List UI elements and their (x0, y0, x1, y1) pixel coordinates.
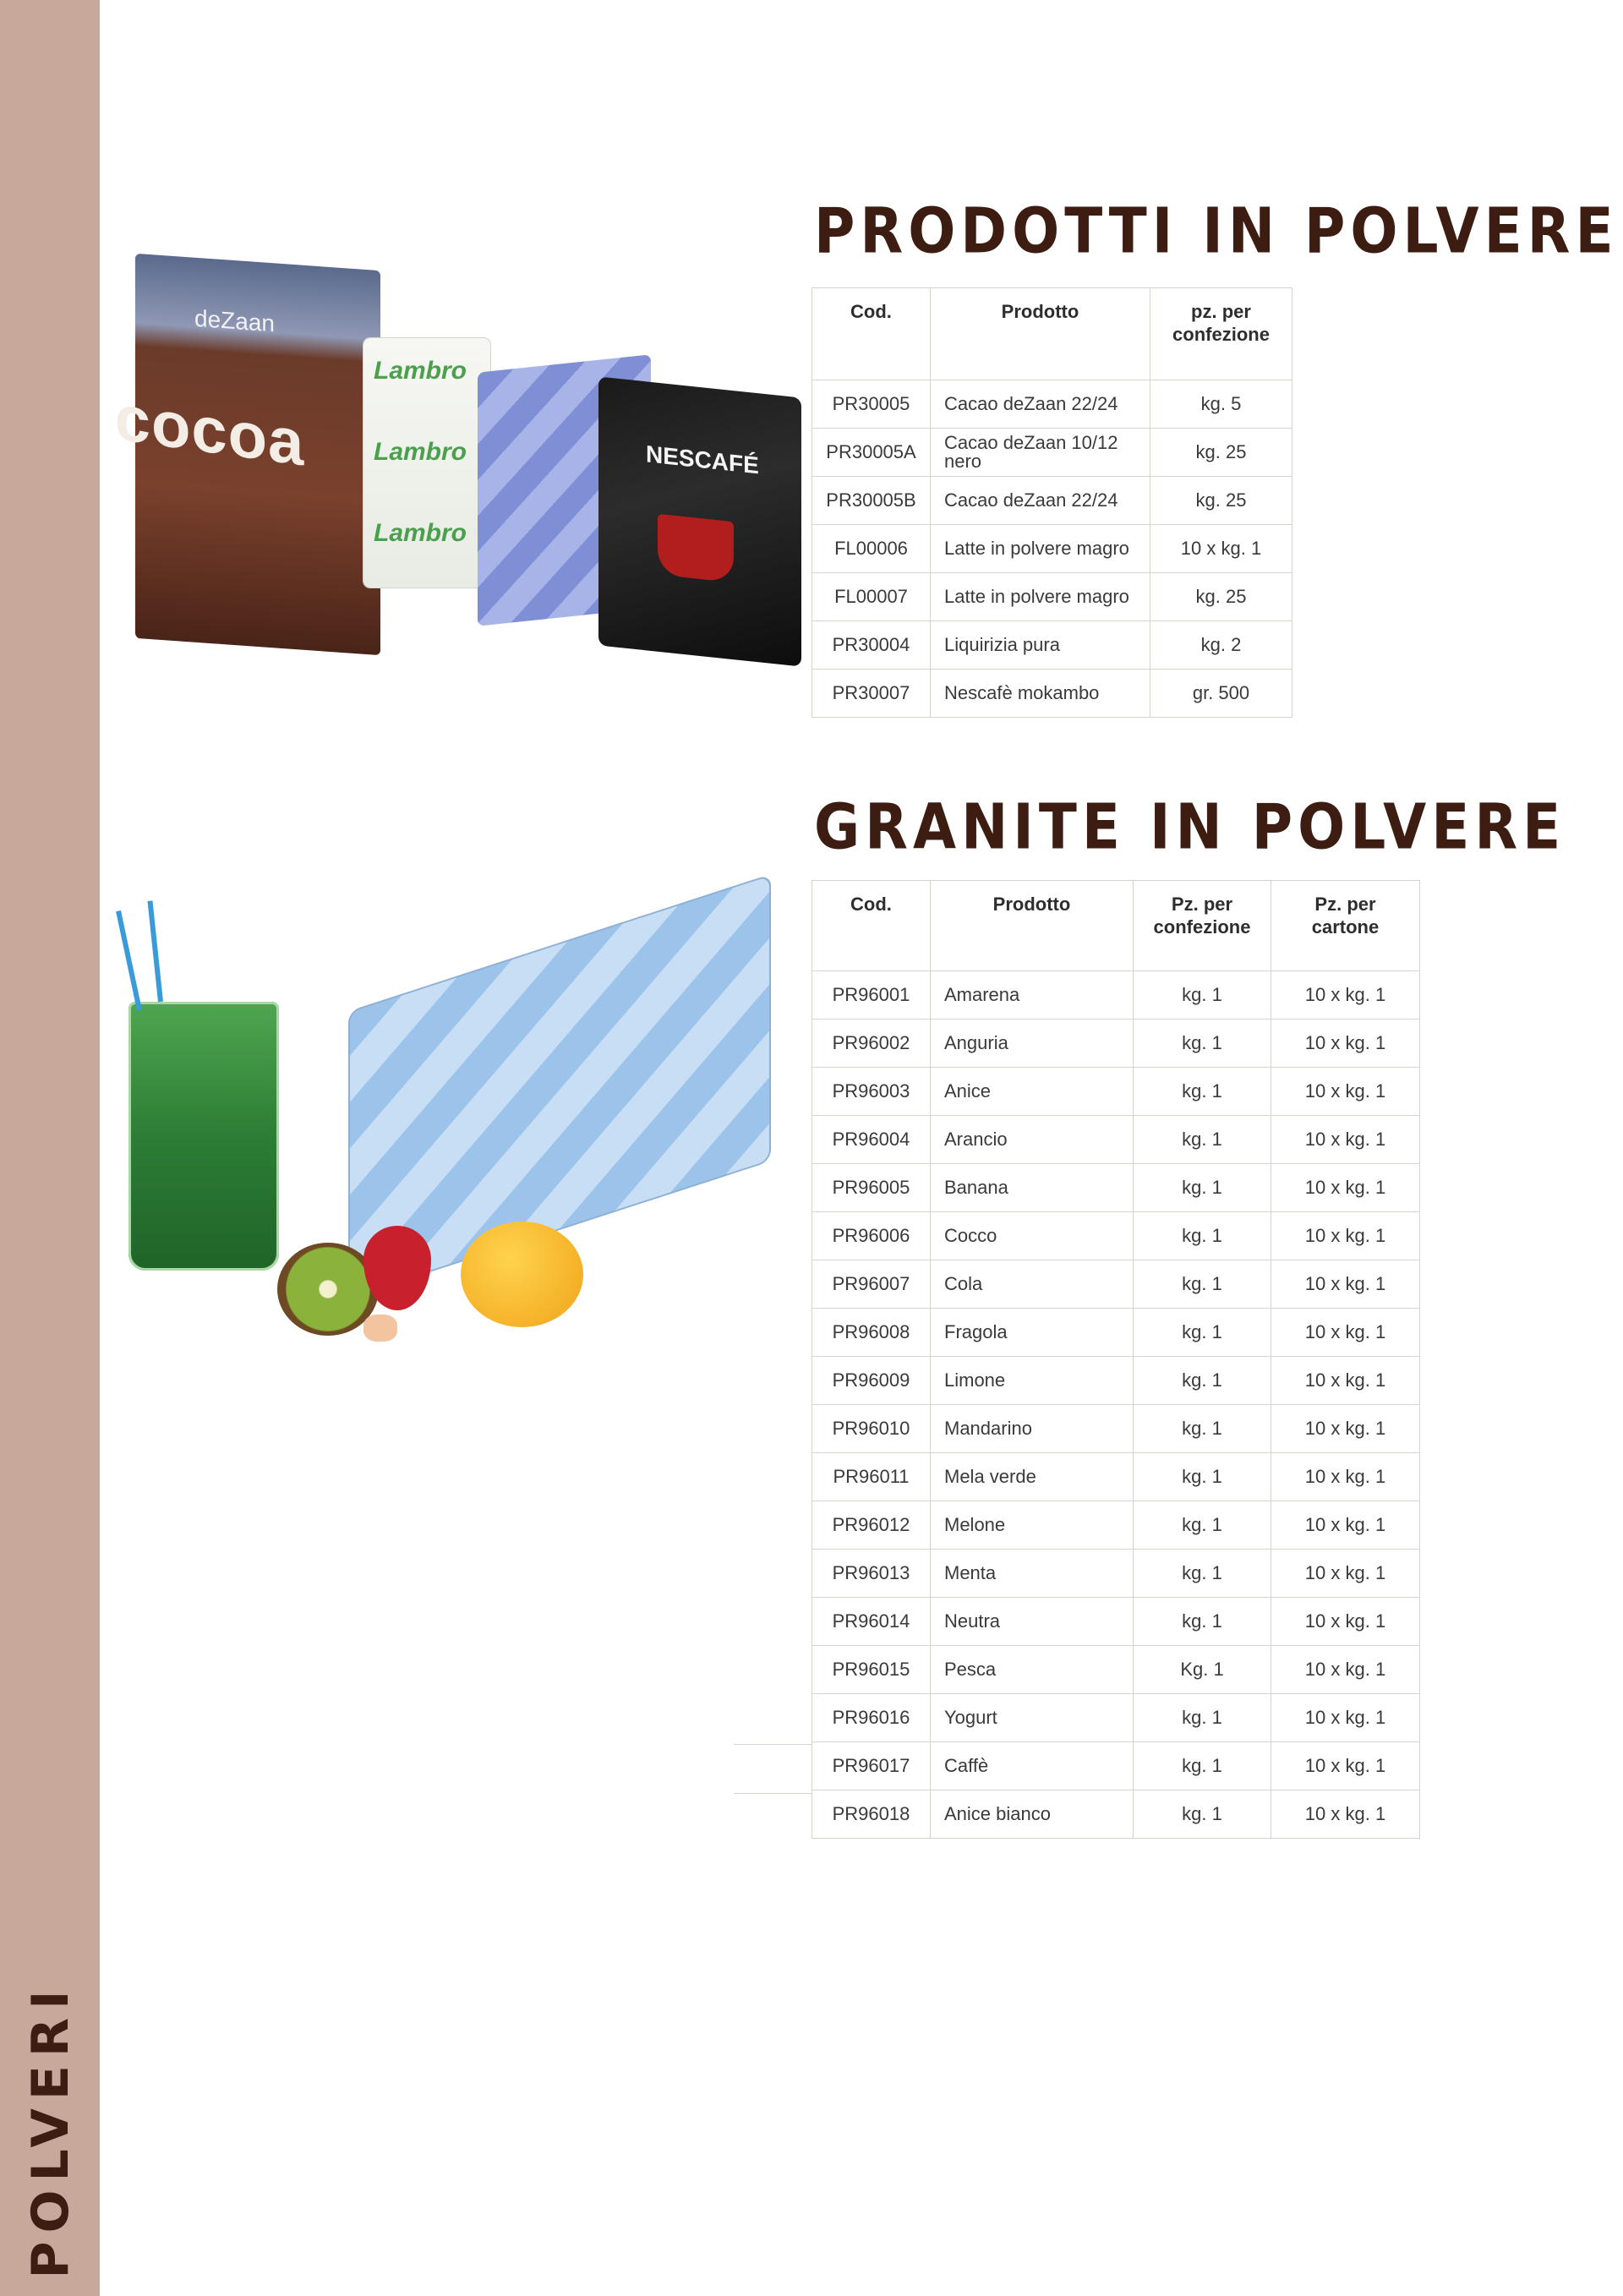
table-row (812, 1164, 1420, 1212)
column-header: Prodotto (931, 881, 1134, 971)
granite-title: GRANITE IN POLVERE (814, 790, 1566, 864)
product-name: Amarena (931, 971, 1134, 1020)
product-name: Mela verde (931, 1453, 1134, 1501)
pack-size: kg. 25 (1150, 477, 1292, 525)
product-name: Anice (931, 1068, 1134, 1116)
lambro-logo: Lambro (374, 357, 467, 385)
product-code: PR96005 (812, 1164, 931, 1212)
granita-glass-image (128, 1002, 279, 1271)
table-row (812, 1598, 1420, 1646)
product-name: Cocco (931, 1212, 1134, 1260)
column-header: Cod. (812, 881, 931, 971)
pack-size: 10 x kg. 1 (1271, 1212, 1420, 1260)
product-name: Mandarino (931, 1405, 1134, 1453)
table-row (812, 1790, 1420, 1839)
product-name: Latte in polvere magro (931, 573, 1150, 621)
nescafe-logo: NESCAFÉ (646, 440, 759, 479)
product-code: PR96018 (812, 1790, 931, 1839)
product-code: PR96017 (812, 1742, 931, 1790)
product-name: Neutra (931, 1598, 1134, 1646)
product-code: PR96012 (812, 1501, 931, 1550)
table-row (812, 477, 1292, 525)
product-name: Anguria (931, 1020, 1134, 1068)
pack-size: kg. 1 (1134, 1020, 1271, 1068)
pack-size: kg. 1 (1134, 1598, 1271, 1646)
pack-size: 10 x kg. 1 (1271, 1694, 1420, 1742)
product-name: Cola (931, 1260, 1134, 1309)
product-name: Caffè (931, 1742, 1134, 1790)
table-row (812, 1501, 1420, 1550)
side-band (0, 0, 100, 2296)
pack-size: kg. 1 (1134, 1501, 1271, 1550)
cocoa-label: cocoa (114, 381, 305, 480)
pack-size: 10 x kg. 1 (1150, 525, 1292, 573)
product-name: Pesca (931, 1646, 1134, 1694)
product-name: Melone (931, 1501, 1134, 1550)
cocoa-bag-image (114, 254, 380, 655)
column-header: Cod. (812, 288, 931, 380)
pack-size: 10 x kg. 1 (1271, 1309, 1420, 1357)
table-row (812, 1357, 1420, 1405)
pack-size: kg. 1 (1134, 1212, 1271, 1260)
pack-size: 10 x kg. 1 (1271, 1068, 1420, 1116)
pack-size: 10 x kg. 1 (1271, 1260, 1420, 1309)
pack-size: 10 x kg. 1 (1271, 1790, 1420, 1839)
prodotti-title: PRODOTTI IN POLVERE (814, 194, 1619, 268)
product-name: Cacao deZaan 22/24 (931, 380, 1150, 429)
table-row (812, 1550, 1420, 1598)
coffee-cup-icon (658, 514, 734, 582)
column-header: Pz. per cartone (1271, 881, 1420, 971)
pack-size: 10 x kg. 1 (1271, 1164, 1420, 1212)
pack-size: 10 x kg. 1 (1271, 1646, 1420, 1694)
dezaan-logo: deZaan (194, 304, 275, 337)
table-row (812, 1212, 1420, 1260)
lemon-image (461, 1222, 583, 1327)
granite-table (812, 880, 1420, 1839)
product-name: Arancio (931, 1116, 1134, 1164)
product-code: PR96013 (812, 1550, 931, 1598)
pack-size: kg. 2 (1150, 621, 1292, 670)
lambro-logo: Lambro (374, 519, 467, 547)
product-code: PR96011 (812, 1453, 931, 1501)
product-code: PR30007 (812, 670, 931, 718)
product-name: Banana (931, 1164, 1134, 1212)
table-row (812, 1694, 1420, 1742)
product-code: PR96015 (812, 1646, 931, 1694)
table-row (812, 1742, 1420, 1790)
table-row (812, 1309, 1420, 1357)
lambro-logo: Lambro (374, 438, 467, 466)
product-name: Cacao deZaan 22/24 (931, 477, 1150, 525)
nescafe-bag-image (598, 376, 801, 666)
pack-size: 10 x kg. 1 (1271, 1116, 1420, 1164)
pack-size: kg. 1 (1134, 1790, 1271, 1839)
pack-size: kg. 1 (1134, 971, 1271, 1020)
table-extension-line (734, 1793, 812, 1794)
table-row (812, 670, 1292, 718)
table-row (812, 1646, 1420, 1694)
pack-size: 10 x kg. 1 (1271, 1550, 1420, 1598)
table-row (812, 1260, 1420, 1309)
pack-size: kg. 1 (1134, 1357, 1271, 1405)
product-name: Liquirizia pura (931, 621, 1150, 670)
table-row (812, 525, 1292, 573)
pack-size: 10 x kg. 1 (1271, 1357, 1420, 1405)
table-row (812, 1405, 1420, 1453)
product-name: Limone (931, 1357, 1134, 1405)
product-name: Fragola (931, 1309, 1134, 1357)
product-code: PR96001 (812, 971, 931, 1020)
product-name: Anice bianco (931, 1790, 1134, 1839)
table-row (812, 573, 1292, 621)
product-code: PR96007 (812, 1260, 931, 1309)
table-row (812, 1068, 1420, 1116)
pack-size: kg. 1 (1134, 1116, 1271, 1164)
product-code: PR96009 (812, 1357, 931, 1405)
product-code: PR96014 (812, 1598, 931, 1646)
table-row (812, 971, 1420, 1020)
pack-size: 10 x kg. 1 (1271, 1405, 1420, 1453)
table-row (812, 1020, 1420, 1068)
product-code: PR96016 (812, 1694, 931, 1742)
table-row (812, 1116, 1420, 1164)
product-code: PR96010 (812, 1405, 931, 1453)
product-code: PR96003 (812, 1068, 931, 1116)
product-name: Nescafè mokambo (931, 670, 1150, 718)
column-header: Prodotto (931, 288, 1150, 380)
product-code: PR96002 (812, 1020, 931, 1068)
product-code: PR30005 (812, 380, 931, 429)
pack-size: kg. 1 (1134, 1742, 1271, 1790)
prodotti-table (812, 287, 1292, 718)
table-row (812, 429, 1292, 477)
product-name: Latte in polvere magro (931, 525, 1150, 573)
product-name: Cacao deZaan 10/12 nero (931, 429, 1150, 477)
pack-size: kg. 1 (1134, 1405, 1271, 1453)
shrimp-image (363, 1315, 397, 1342)
product-code: PR30004 (812, 621, 931, 670)
pack-size: kg. 25 (1150, 429, 1292, 477)
pack-size: 10 x kg. 1 (1271, 1742, 1420, 1790)
pack-size: 10 x kg. 1 (1271, 1598, 1420, 1646)
pack-size: Kg. 1 (1134, 1646, 1271, 1694)
pack-size: kg. 1 (1134, 1453, 1271, 1501)
product-code: PR30005A (812, 429, 931, 477)
section-side-label: POLVERI (21, 1982, 80, 2279)
pack-size: 10 x kg. 1 (1271, 971, 1420, 1020)
pack-size: kg. 1 (1134, 1068, 1271, 1116)
table-row (812, 1453, 1420, 1501)
milk-powder-bag-image (363, 338, 490, 588)
straw-icon (147, 900, 163, 1002)
product-code: FL00007 (812, 573, 931, 621)
pack-size: 10 x kg. 1 (1271, 1453, 1420, 1501)
pack-size: kg. 1 (1134, 1260, 1271, 1309)
pack-size: 10 x kg. 1 (1271, 1020, 1420, 1068)
straw-icon (116, 910, 142, 1011)
column-header: Pz. per confezione (1134, 881, 1271, 971)
table-row (812, 380, 1292, 429)
product-code: PR30005B (812, 477, 931, 525)
product-code: PR96008 (812, 1309, 931, 1357)
column-header: pz. per confezione (1150, 288, 1292, 380)
table-extension-line (734, 1744, 812, 1745)
pack-size: kg. 1 (1134, 1550, 1271, 1598)
pack-size: kg. 5 (1150, 380, 1292, 429)
pack-size: kg. 25 (1150, 573, 1292, 621)
product-code: PR96006 (812, 1212, 931, 1260)
pack-size: 10 x kg. 1 (1271, 1501, 1420, 1550)
product-name: Menta (931, 1550, 1134, 1598)
pack-size: kg. 1 (1134, 1694, 1271, 1742)
table-row (812, 621, 1292, 670)
product-code: FL00006 (812, 525, 931, 573)
product-code: PR96004 (812, 1116, 931, 1164)
pack-size: kg. 1 (1134, 1309, 1271, 1357)
pack-size: kg. 1 (1134, 1164, 1271, 1212)
pack-size: gr. 500 (1150, 670, 1292, 718)
product-name: Yogurt (931, 1694, 1134, 1742)
